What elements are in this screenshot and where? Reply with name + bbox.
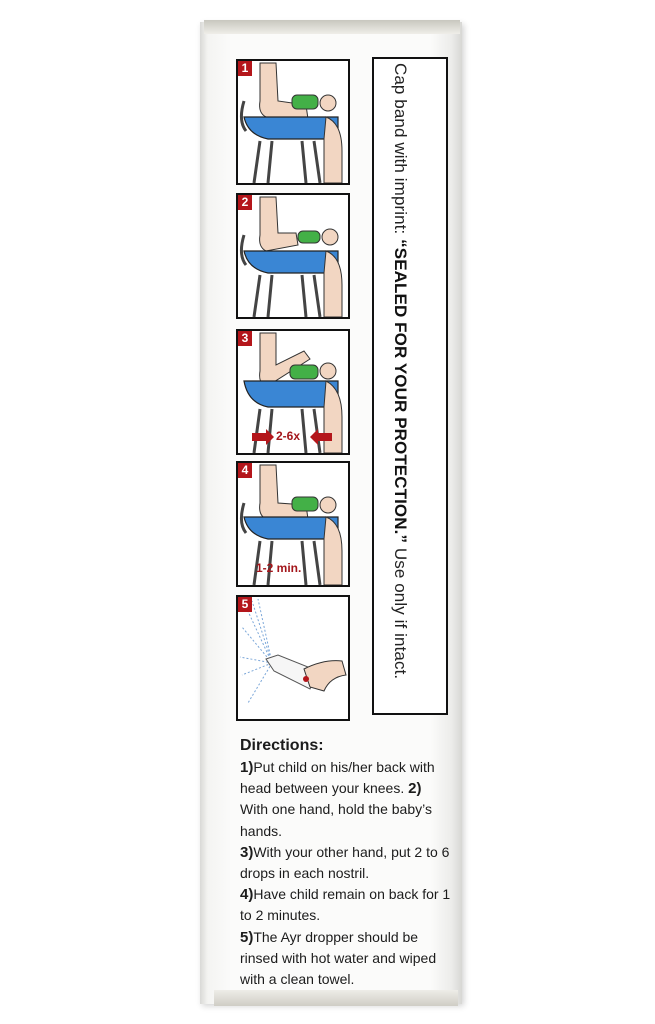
direction-item-5 bbox=[240, 927, 452, 991]
seal-caution-box bbox=[372, 57, 448, 715]
step-5-badge: 5 bbox=[238, 597, 252, 612]
direction-text-4: Have child remain on back for 1 to 2 minutes. bbox=[240, 886, 451, 924]
directions-title: Directions: bbox=[240, 737, 324, 754]
box-bottom-flap bbox=[214, 990, 458, 1006]
seal-caution-text bbox=[390, 63, 410, 679]
direction-num-3: 3) bbox=[240, 843, 254, 861]
step-2-badge: 2 bbox=[238, 195, 252, 210]
direction-item-4 bbox=[240, 884, 452, 926]
step-1-panel bbox=[236, 59, 350, 185]
step-4-label: 1-2 min. bbox=[256, 561, 302, 575]
step-3-label: 2-6x bbox=[276, 429, 301, 443]
direction-num-5: 5) bbox=[240, 928, 254, 946]
direction-text-2: With one hand, hold the baby’s hands. bbox=[240, 801, 432, 839]
step-5-illustration bbox=[238, 597, 348, 719]
step-3-panel bbox=[236, 329, 350, 455]
step-3-badge: 3 bbox=[238, 331, 252, 346]
step-1-illustration bbox=[238, 61, 348, 183]
direction-num-2: 2) bbox=[408, 780, 422, 798]
caution-suffix: Use only if intact. bbox=[391, 543, 410, 680]
direction-text-1: Put child on his/her back with head between your knees. bbox=[240, 759, 435, 797]
caution-emphasis: “SEALED FOR YOUR PROTECTION.” bbox=[391, 239, 410, 544]
step-4-panel bbox=[236, 461, 350, 587]
step-5-panel bbox=[236, 595, 350, 721]
step-4-badge: 4 bbox=[238, 463, 252, 478]
step-2-illustration bbox=[238, 195, 348, 317]
direction-text-3: With your other hand, put 2 to 6 drops in each nostril. bbox=[240, 843, 450, 882]
step-1-badge: 1 bbox=[238, 61, 252, 76]
direction-num-1: 1) bbox=[240, 759, 254, 776]
direction-item-3 bbox=[240, 842, 452, 884]
step-2-panel bbox=[236, 193, 350, 319]
caution-prefix: Cap band with imprint: bbox=[391, 63, 410, 240]
directions-body bbox=[240, 757, 452, 842]
directions-section bbox=[240, 735, 452, 990]
direction-text-5: The Ayr dropper should be rinsed with hot water and wiped with a clean towel. bbox=[240, 928, 437, 988]
box-top-flap bbox=[204, 20, 460, 34]
direction-num-4: 4) bbox=[240, 886, 254, 904]
